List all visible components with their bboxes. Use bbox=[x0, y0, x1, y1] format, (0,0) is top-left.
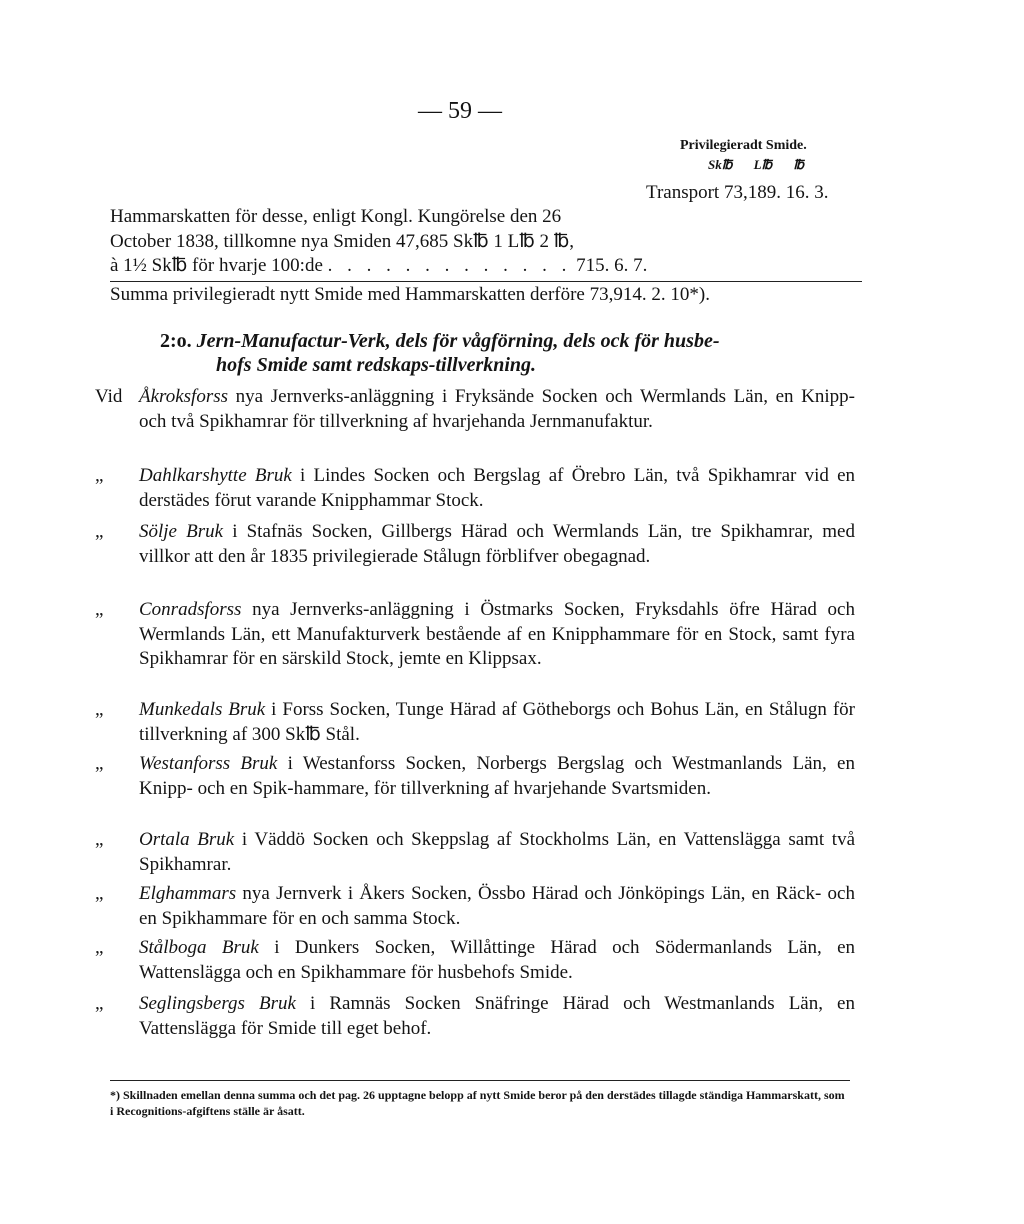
entry-lead: „ bbox=[95, 599, 104, 620]
entry-text: i Väddö Socken och Skeppslag af Stockholms Län, en Vattenslägga samt två Spikhamrar. bbox=[139, 829, 856, 875]
transport-line: Transport 73,189. 16. 3. bbox=[646, 182, 829, 203]
entry-text: i Westanforss Socken, Norbergs Bergslag och Westmanlands Län, en Knipp- och en Spik-hammare, för tillverkning af hvarjehande Svartsmiden. bbox=[139, 753, 855, 799]
list-item bbox=[95, 992, 855, 1041]
column-header-title: Privilegieradt Smide. bbox=[680, 138, 807, 153]
entry-body bbox=[139, 520, 855, 569]
hammarskatten-line-3 bbox=[110, 254, 856, 279]
entry-body bbox=[139, 992, 855, 1041]
hammarskatten-line-1: Hammarskatten för desse, enligt Kongl. Kungörelse den 26 bbox=[110, 206, 562, 227]
entry-text: nya Jernverks-anläggning i Fryksände Socken och Wermlands Län, en Knipp- och två Spikhamrar för tillverkning af hvarjehanda Jernmanufaktur. bbox=[139, 386, 855, 432]
section-heading bbox=[160, 329, 860, 377]
entry-lead: „ bbox=[95, 937, 104, 958]
entry-lead: „ bbox=[95, 753, 104, 774]
entry-place: Dahlkarshytte Bruk bbox=[139, 465, 292, 486]
section-title-line-2: hofs Smide samt redskaps-tillverkning. bbox=[216, 354, 537, 376]
hammarskatten-line-2: October 1838, tillkomne nya Smiden 47,685 Sk℔ 1 L℔ 2 ℔, bbox=[110, 230, 575, 252]
entry-place: Elghammars bbox=[139, 883, 237, 904]
entry-place: Åkroksforss bbox=[139, 386, 229, 407]
entry-body bbox=[139, 936, 855, 985]
entry-lead: „ bbox=[95, 465, 104, 486]
entry-lead: „ bbox=[95, 699, 104, 720]
entry-body bbox=[139, 385, 855, 434]
entry-body bbox=[139, 882, 855, 931]
entry-lead: „ bbox=[95, 521, 104, 542]
entry-place: Sölje Bruk bbox=[139, 521, 224, 542]
column-header-units: Sk℔ L℔ ℔ bbox=[708, 157, 805, 172]
entry-place: Seglingsbergs Bruk bbox=[139, 993, 296, 1014]
entry-text: i Ramnäs Socken Snäfringe Härad och Westmanlands Län, en Vattenslägga för Smide till eget behof. bbox=[139, 993, 855, 1039]
entry-lead: „ bbox=[95, 829, 104, 850]
entry-body bbox=[139, 464, 855, 513]
entry-place: Conradsforss bbox=[139, 599, 242, 620]
entry-text: i Stafnäs Socken, Gillbergs Härad och Wermlands Län, tre Spikhamrar, med villkor att den år 1835 privilegierade Stålugn förblifver obegagnad. bbox=[139, 521, 855, 567]
entry-lead: „ bbox=[95, 993, 104, 1014]
section-number: 2:o. bbox=[160, 330, 192, 352]
entry-text: i Forss Socken, Tunge Härad af Götheborgs och Bohus Län, en Stålugn för tillverkning af 300 Sk℔ Stål. bbox=[139, 699, 856, 745]
entry-lead: „ bbox=[95, 883, 104, 904]
list-item bbox=[95, 828, 855, 877]
list-item bbox=[95, 520, 855, 569]
entry-body bbox=[139, 828, 855, 877]
page-number: — 59 — bbox=[418, 98, 502, 124]
list-item bbox=[95, 936, 855, 985]
hammarskatten-value: 715. 6. 7. bbox=[576, 255, 648, 276]
entry-body bbox=[139, 698, 855, 747]
dot-leader: . . . . . . . . . . . . . bbox=[327, 255, 572, 276]
entry-place: Munkedals Bruk bbox=[139, 699, 266, 720]
entry-place: Stålboga Bruk bbox=[139, 937, 259, 958]
section-title-line-1: Jern-Manufactur-Verk, dels för vågförning, dels ock för husbe- bbox=[196, 330, 720, 352]
list-item bbox=[95, 752, 855, 801]
entry-text: nya Jernverk i Åkers Socken, Össbo Härad och Jönköpings Län, en Räck- och en Spikhammare för en och samma Stock. bbox=[139, 883, 855, 929]
entry-place: Ortala Bruk bbox=[139, 829, 235, 850]
list-item bbox=[95, 464, 855, 513]
entry-body bbox=[139, 752, 855, 801]
entry-text: nya Jernverks-anläggning i Östmarks Socken, Fryksdahls öfre Härad och Wermlands Län, ett Manufakturverk bestående af en Knipphammare för en Stock, samt fyra Spikhamrar för en särskild Stock, jemte en Klippsax. bbox=[139, 599, 855, 669]
entry-place: Westanforss Bruk bbox=[139, 753, 278, 774]
footnote: *) Skillnaden emellan denna summa och det pag. 26 upptagne belopp af nytt Smide beror på den derstädes tillagde ständiga Hammarskatt, som i Recognitions-afgiftens ställe är åsatt. bbox=[110, 1080, 850, 1119]
hammarskatten-paragraph bbox=[110, 205, 856, 279]
list-item bbox=[95, 698, 855, 747]
entry-text: i Dunkers Socken, Willåttinge Härad och Södermanlands Län, en Wattenslägga och en Spikhammare för husbehofs Smide. bbox=[139, 937, 856, 983]
list-item bbox=[95, 882, 855, 931]
list-item bbox=[95, 385, 855, 434]
hammarskatten-line-3-text: à 1½ Sk℔ för hvarje 100:de bbox=[110, 255, 323, 276]
entry-body bbox=[139, 598, 855, 672]
list-item bbox=[95, 598, 855, 672]
summa-line: Summa privilegieradt nytt Smide med Hammarskatten derföre 73,914. 2. 10*). bbox=[110, 281, 862, 306]
entry-text: i Lindes Socken och Bergslag af Örebro Län, två Spikhamrar vid en derstädes förut varande Knipphammar Stock. bbox=[139, 465, 856, 511]
entry-lead: Vid bbox=[95, 386, 123, 407]
